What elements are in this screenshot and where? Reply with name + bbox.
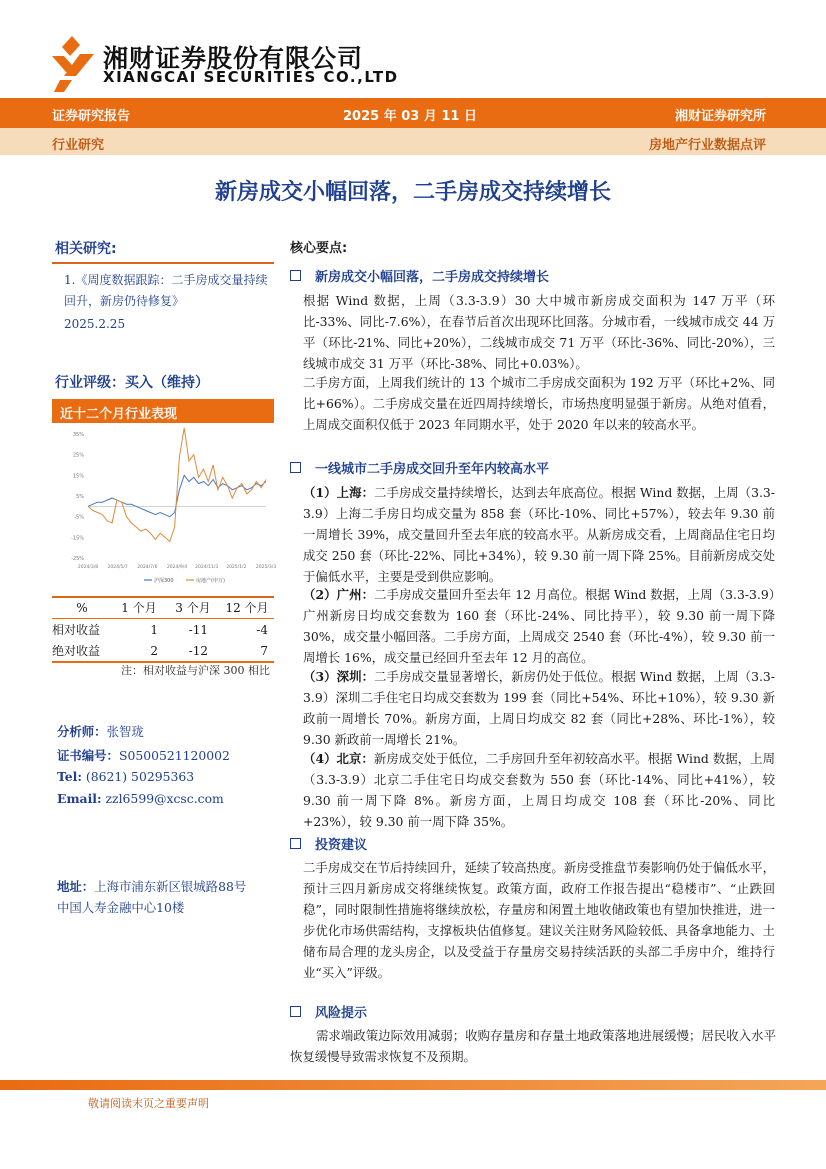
x-tick-label: 2024/3/8 (77, 565, 99, 570)
table-header-row (52, 597, 274, 619)
table-cell: 绝对收益 (52, 644, 101, 658)
cert-label: 证书编号： (57, 748, 119, 763)
table-note: 注：相对收益与沪深 300 相比 (121, 664, 270, 677)
core-points-heading: 核心要点: (290, 241, 348, 256)
checkbox-bullet-icon (290, 462, 301, 473)
institute-name: 湘财证券研究所 (674, 109, 766, 124)
city-label: （3）深圳： (303, 669, 375, 684)
analyst-name: 张智珑 (106, 724, 144, 739)
table-cell: 7 (260, 643, 268, 658)
tel-label: Tel: (57, 769, 82, 784)
table-header-cell: 3 个月 (175, 601, 211, 615)
legend-label: 沪深300 (154, 578, 174, 584)
company-logo (50, 36, 98, 92)
section-heading (290, 1002, 367, 1021)
email-label: Email: (57, 791, 102, 806)
report-title: 新房成交小幅回落，二手房成交持续增长 (214, 180, 611, 205)
y-tick-label: 35% (72, 432, 84, 438)
city-text: 新房成交处于低位，二手房回升至年初较高水平。根据 Wind 数据，上周（3.3-3.9）北京二手住宅日均成交套数为 550 套（环比-14%、同比+41%），较 9.30 前一周下降 8%。新房方面，上周日均成交 108 套（环比-20%、同比+23%），较 9.30 前一周下降 35%。 (303, 751, 775, 829)
table-cell: -12 (188, 643, 208, 658)
footer-notice: 敬请阅读末页之重要声明 (88, 1097, 209, 1110)
company-name-cn: 湘财证券股份有限公司 (103, 44, 364, 73)
paragraph: 二手房方面，上周我们统计的 13 个城市二手房成交面积为 192 万平（环比+2%、同比+66%）。二手房成交量在近四周持续增长，市场热度明显强于新房。从绝对值看，上周成交面积仅低于 2023 年同期水平，处于 2020 年以来的较高水平。 (303, 375, 775, 432)
series-line-real-estate (88, 428, 266, 542)
city-label: （1）上海： (303, 485, 375, 500)
analyst-label: 分析师： (57, 724, 107, 739)
city-label: （2）广州： (303, 587, 375, 602)
analyst-line (57, 722, 144, 740)
y-tick-label: 5% (76, 494, 84, 500)
section-heading-text: 一线城市二手房成交回升至年内较高水平 (315, 462, 550, 477)
cert-line (57, 746, 230, 764)
report-type: 证券研究报告 (52, 109, 131, 124)
footer-band (0, 1080, 826, 1090)
cert-number: S0500521120002 (118, 748, 230, 763)
company-name-en: XIANGCAI SECURITIES CO.,LTD (103, 68, 399, 86)
x-tick-label: 2024/5/7 (107, 565, 128, 570)
email-link[interactable]: zzl6599@xcsc.com (105, 791, 224, 806)
address-block (57, 876, 246, 918)
paragraph: 根据 Wind 数据，上周（3.3-3.9）30 大中城市新房成交面积为 147 万平（环比-33%、同比-7.6%），在春节后首次出现环比回落。分城市看，一线城市成交 44 万平（环比-21%、同比+20%），二线城市成交 71 万平（环比-36%、同比-20%），三线城市成交 31 万平（环比-38%、同比+0.03%）。 (303, 293, 775, 371)
related-research-item[interactable]: 1.《周度数据跟踪：二手房成交量持续回升，新房仍待修复》 (64, 273, 268, 308)
perf-heading: 近十二个月行业表现 (60, 407, 178, 422)
checkbox-bullet-icon (290, 1006, 301, 1017)
x-tick-label: 2024/9/4 (166, 565, 188, 570)
table-cell: 1 (150, 622, 158, 637)
table-row (52, 640, 274, 662)
paragraph (303, 748, 775, 832)
paragraph (303, 666, 775, 750)
table-header-cell: % (76, 600, 88, 615)
section-heading-text: 新房成交小幅回落，二手房成交持续增长 (315, 270, 550, 285)
y-tick-label: 15% (72, 473, 84, 480)
city-text: 二手房成交量回升至去年 12 月高位。根据 Wind 数据，上周（3.3-3.9）广州新房日均成交套数为 160 套（环比-24%、同比持平），较 9.30 前一周下降 30%，成交量小幅回落。二手房方面，上周成交 2540 套（环比-4%），较 9.30 前一周增长 16%，成交量已经回升至去年 12 月的高位。 (303, 587, 775, 665)
table-row (52, 619, 274, 641)
tel-line (57, 769, 194, 784)
city-text: 二手房成交量显著增长，新房仍处于低位。根据 Wind 数据，上周（3.3-3.9）深圳二手住宅日均成交套数为 199 套（同比+54%、环比+10%），较 9.30 新政前一周增长 70%。新房方面，上周日均成交 82 套（同比+28%、环比-1%），较 9.30 新政前一周增长 21%。 (303, 669, 775, 747)
checkbox-bullet-icon (290, 838, 301, 849)
section-heading (290, 266, 549, 285)
section-heading (290, 834, 367, 853)
section-heading-text: 风险提示 (315, 1006, 368, 1021)
legend-label: 房地产(申万) (196, 578, 225, 584)
section-heading-text: 投资建议 (315, 838, 368, 853)
paragraph (303, 584, 775, 668)
paragraph: 需求端政策边际效用减弱；收购存量房和存量土地政策落地进展缓慢；居民收入水平恢复缓慢导致需求恢复不及预期。 (290, 1028, 776, 1064)
table-cell: -11 (188, 622, 208, 637)
industry-performance-chart (52, 426, 277, 596)
table-header-cell: 12 个月 (225, 601, 269, 615)
y-tick-label: -15% (71, 535, 84, 542)
x-tick-label: 2025/3/3 (255, 565, 277, 570)
performance-table (52, 597, 274, 663)
x-tick-label: 2025/1/2 (226, 565, 247, 570)
research-category: 行业研究 (52, 138, 105, 153)
industry-rating: 行业评级：买入（维持） (55, 375, 209, 391)
paragraph: 二手房成交在节后持续回升，延续了较高热度。新房受推盘节奏影响仍处于偏低水平，预计三四月新房成交将继续恢复。政策方面，政府工作报告提出“稳楼市”、“止跌回稳”，同时限制性措施将继续放松，存量房和闲置土地收储政策也有望加快推进，进一步优化市场供需结构，支撑板块估值修复。建议关注财务风险较低、具备拿地能力、土储布局合理的龙头房企，以及受益于存量房交易持续活跃的头部二手房中介，维持行业“买入”评级。 (303, 860, 775, 980)
divider (52, 262, 274, 264)
address-line-1 (57, 876, 246, 897)
x-tick-label: 2024/7/6 (137, 565, 158, 570)
tel-number: (8621) 50295363 (85, 769, 195, 784)
checkbox-bullet-icon (290, 270, 301, 281)
city-text: 二手房成交量持续增长，达到去年底高位。根据 Wind 数据，上周（3.3-3.9）上海二手房日均成交量为 858 套（环比-10%、同比+57%），较去年 9.30 前一周增长 39%，成交量回升至去年底的较高水平。从新房成交看，上周商品住宅日均成交 250 套（环比-22%、同比+34%），较 9.30 前一周下降 25%。目前新房成交处于偏低水平，主要是受到供应影响。 (303, 485, 775, 584)
x-tick-label: 2024/11/3 (195, 565, 219, 570)
report-date: 2025 年 03 月 11 日 (343, 109, 477, 124)
paragraph (303, 482, 775, 587)
table-header-cell: 1 个月 (121, 601, 157, 615)
related-research-date: 2025.2.25 (64, 317, 126, 331)
table-cell: 相对收益 (52, 623, 101, 637)
y-tick-label: -25% (71, 556, 84, 562)
section-heading (290, 458, 549, 477)
y-tick-label: 25% (72, 452, 84, 459)
address-text: 上海市浦东新区银城路88号 (94, 879, 247, 894)
report-subject: 房地产行业数据点评 (648, 138, 766, 153)
table-cell: -4 (256, 622, 268, 637)
related-research-heading: 相关研究: (55, 241, 117, 257)
email-line (57, 791, 224, 806)
city-label: （4）北京： (303, 751, 374, 766)
address-label: 地址： (57, 879, 95, 894)
y-tick-label: -5% (74, 514, 84, 521)
table-cell: 2 (150, 643, 158, 658)
address-line-2: 中国人寿金融中心10楼 (57, 900, 185, 915)
